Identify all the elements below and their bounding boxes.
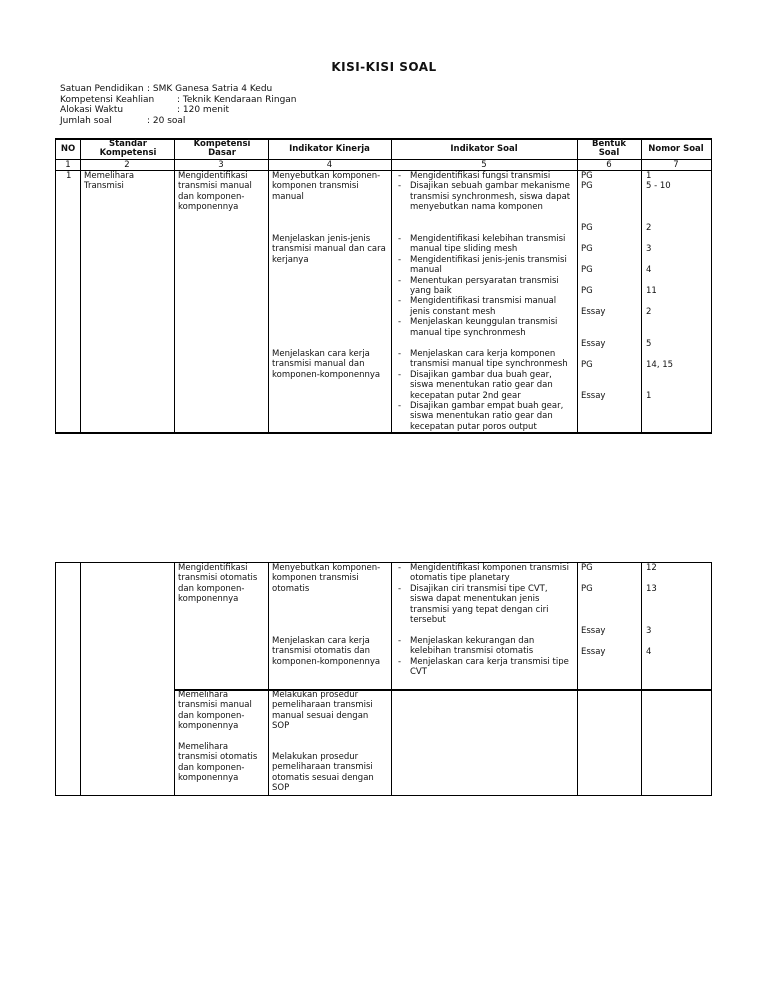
meta-value: : 120 menit <box>177 105 229 115</box>
indikator-soal-item: - Menjelaskan keunggulan transmisi manual tipe synchronmesh <box>393 317 573 338</box>
bentuk-soal: PG <box>581 286 593 296</box>
nomor-soal: 11 <box>646 286 657 296</box>
row-number: 1 <box>66 171 72 181</box>
nomor-soal: 5 - 10 <box>646 181 671 191</box>
column-number: 6 <box>606 160 612 170</box>
indikator-soal-item: - Disajikan gambar dua buah gear, siswa menentukan ratio gear dan kecepatan putar 2nd gear <box>393 370 573 401</box>
indikator-soal-list <box>393 234 573 338</box>
bentuk-soal: Essay <box>581 339 606 349</box>
bentuk-soal: PG <box>581 360 593 370</box>
header-nomor: Nomor Soal <box>648 144 704 154</box>
meta-label: Jumlah soal <box>60 115 112 126</box>
column-number: 4 <box>326 160 333 170</box>
bentuk-soal: PG <box>581 244 593 254</box>
nomor-soal: 3 <box>646 626 652 636</box>
nomor-soal: 5 <box>646 339 652 349</box>
nomor-soal: 12 <box>646 563 657 573</box>
indikator-soal-item: - Mengidentifikasi fungsi transmisi <box>393 171 573 181</box>
nomor-soal: 4 <box>646 265 652 275</box>
indikator-kinerja: Menjelaskan jenis-jenis transmisi manual dan cara kerjanya <box>272 234 386 265</box>
indikator-soal-list <box>393 636 573 678</box>
nomor-soal: 2 <box>646 223 652 233</box>
column-number: 2 <box>124 160 130 170</box>
column-number: 1 <box>65 160 71 170</box>
document-title: KISI-KISI SOAL <box>331 60 437 74</box>
meta-label: Alokasi Waktu <box>60 105 124 115</box>
nomor-soal: 2 <box>646 307 652 317</box>
standar-kompetensi: Memelihara Transmisi <box>84 171 135 192</box>
kompetensi-dasar: Memelihara transmisi otomatis dan komponen-komponennya <box>178 742 258 784</box>
header-no: NO <box>60 144 76 154</box>
nomor-soal: 1 <box>646 171 652 181</box>
meta-label: Kompetensi Keahlian <box>60 94 155 105</box>
bentuk-soal: PG <box>581 584 593 594</box>
header-indikator-kinerja: Indikator Kinerja <box>289 144 370 154</box>
bentuk-soal: Essay <box>581 626 606 636</box>
nomor-soal: 4 <box>646 647 652 657</box>
indikator-kinerja: Melakukan prosedur pemeliharaan transmisi manual sesuai dengan SOP <box>272 690 373 732</box>
kompetensi-dasar: Memelihara transmisi manual dan komponen-komponennya <box>178 690 252 732</box>
nomor-soal: 14, 15 <box>646 360 674 370</box>
header-indikator-soal: Indikator Soal <box>450 144 518 154</box>
meta-value: : 20 soal <box>147 115 186 126</box>
indikator-soal-item: - Mengidentifikasi komponen transmisi otomatis tipe planetary <box>393 563 573 584</box>
indikator-soal-item: - Menjelaskan cara kerja komponen transmisi manual tipe synchronmesh <box>393 349 573 370</box>
indikator-soal-item: - Mengidentifikasi transmisi manual jenis constant mesh <box>393 296 573 317</box>
bentuk-soal: Essay <box>581 307 606 317</box>
bentuk-soal: Essay <box>581 647 606 657</box>
indikator-kinerja: Menjelaskan cara kerja transmisi manual dan komponen-komponennya <box>272 349 381 380</box>
column-number: 7 <box>673 160 679 170</box>
kompetensi-dasar: Mengidentifikasi transmisi manual dan komponen-komponennya <box>178 171 252 213</box>
header-bentuk: Bentuk Soal <box>591 139 627 158</box>
header-standar: Standar Kompetensi <box>99 139 157 158</box>
meta-label: Satuan Pendidikan <box>60 84 144 94</box>
indikator-soal-list <box>393 171 573 213</box>
indikator-kinerja: Menyebutkan komponen-komponen transmisi manual <box>272 171 381 202</box>
indikator-kinerja: Melakukan prosedur pemeliharaan transmisi otomatis sesuai dengan SOP <box>272 752 374 794</box>
indikator-soal-item: - Menentukan persyaratan transmisi yang baik <box>393 276 573 297</box>
meta-value: : SMK Ganesa Satria 4 Kedu <box>147 84 273 94</box>
meta-value: : Teknik Kendaraan Ringan <box>177 94 297 105</box>
indikator-soal-item: - Disajikan gambar empat buah gear, siswa menentukan ratio gear dan kecepatan putar poros output <box>393 401 573 432</box>
kompetensi-dasar: Mengidentifikasi transmisi otomatis dan komponen-komponennya <box>178 563 258 605</box>
indikator-kinerja: Menjelaskan cara kerja transmisi otomatis dan komponen-komponennya <box>272 636 381 667</box>
header-kompetensi: Kompetensi Dasar <box>193 139 251 158</box>
indikator-soal-item: - Menjelaskan kekurangan dan kelebihan transmisi otomatis <box>393 636 573 657</box>
column-number: 5 <box>481 160 487 170</box>
indikator-soal-item: - Mengidentifikasi jenis-jenis transmisi manual <box>393 255 573 276</box>
kisi-table-2 <box>55 562 712 796</box>
indikator-soal-item: - Disajikan sebuah gambar mekanisme transmisi synchronmesh, siswa dapat menyebutkan nama komponen <box>393 181 573 212</box>
column-number: 3 <box>218 160 224 170</box>
indikator-soal-item: - Disajikan ciri transmisi tipe CVT, siswa dapat menentukan jenis transmisi yang tepat dengan ciri tersebut <box>393 584 573 626</box>
indikator-soal-list <box>393 563 573 625</box>
nomor-soal: 1 <box>646 391 652 401</box>
bentuk-soal: Essay <box>581 391 606 401</box>
kisi-table-1 <box>55 138 712 434</box>
indikator-kinerja: Menyebutkan komponen-komponen transmisi otomatis <box>272 563 381 594</box>
bentuk-soal: PG <box>581 563 593 573</box>
bentuk-soal: PG <box>581 171 593 181</box>
nomor-soal: 13 <box>646 584 657 594</box>
bentuk-soal: PG <box>581 265 593 275</box>
bentuk-soal: PG <box>581 223 593 233</box>
bentuk-soal: PG <box>581 181 593 191</box>
indikator-soal-list <box>393 349 573 432</box>
indikator-soal-item: - Menjelaskan cara kerja transmisi tipe CVT <box>393 657 573 678</box>
indikator-soal-item: - Mengidentifikasi kelebihan transmisi manual tipe sliding mesh <box>393 234 573 255</box>
nomor-soal: 3 <box>646 244 652 254</box>
